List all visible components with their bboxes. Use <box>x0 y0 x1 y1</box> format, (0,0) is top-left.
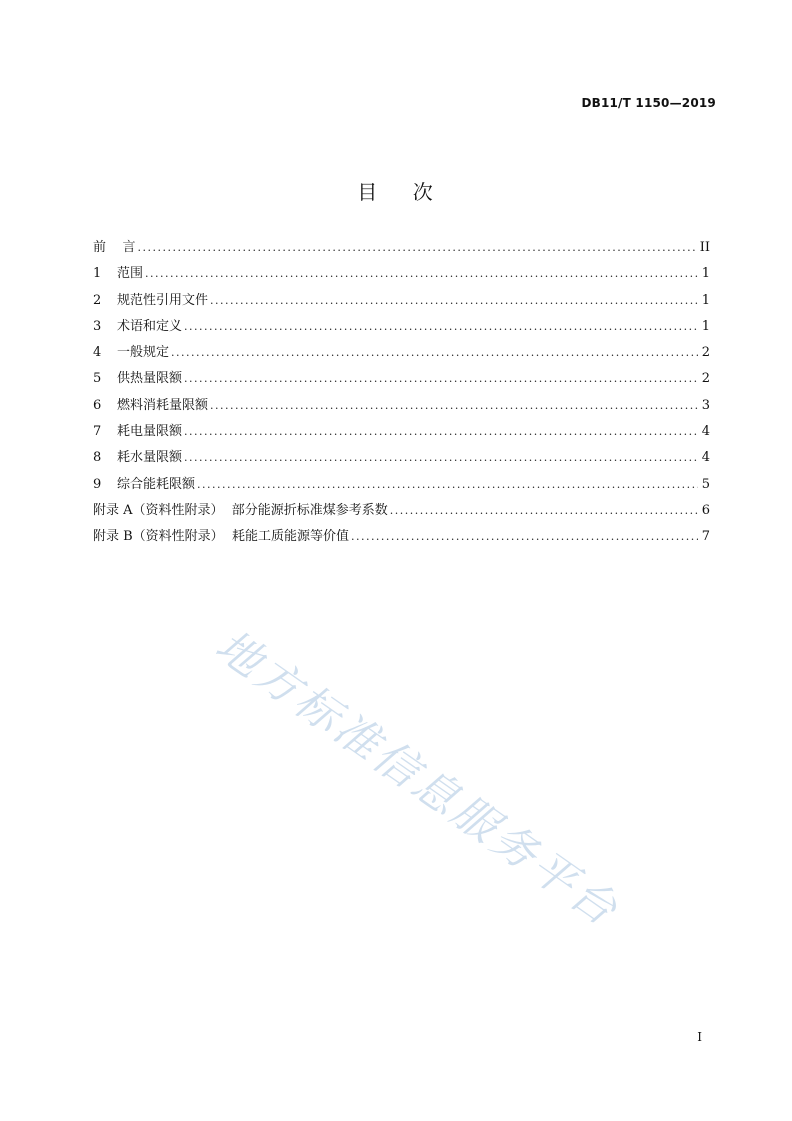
toc-entry-5[interactable] <box>93 369 710 395</box>
toc-leader-dots <box>390 501 698 521</box>
toc-entry-page: 4 <box>701 450 710 466</box>
toc-entry-label: 附录 B（资料性附录） 耗能工质能源等价值 <box>93 529 349 545</box>
toc-entry-label: 耗水量限额 <box>117 450 183 466</box>
toc-entry-label: 供热量限额 <box>117 371 183 387</box>
toc-entry-number: 9 <box>93 476 102 492</box>
toc-entry-8[interactable] <box>93 448 710 474</box>
toc-leader-dots <box>171 343 698 363</box>
toc-entry-2[interactable] <box>93 291 710 317</box>
toc-entry-number: 7 <box>93 424 102 440</box>
toc-entry-appendix-b[interactable] <box>93 527 710 553</box>
toc-entry-label: 规范性引用文件 <box>117 292 209 308</box>
toc-entry-preface[interactable] <box>93 238 710 264</box>
toc-entry-number: 6 <box>93 397 102 413</box>
toc-entry-number: 8 <box>93 450 102 466</box>
toc-entry-number: 3 <box>93 318 102 334</box>
toc-entry-number: 2 <box>93 292 102 308</box>
document-code: DB11/T 1150—2019 <box>581 96 716 110</box>
toc-entry-label: 一般规定 <box>117 345 170 361</box>
watermark: 地方标准信息服务平台 <box>206 620 629 938</box>
toc-title: 目 次 <box>357 180 435 204</box>
toc-entry-page: II <box>699 240 710 255</box>
toc-leader-dots <box>184 317 698 337</box>
toc-entry-page: 1 <box>701 318 710 334</box>
toc-entry-number: 4 <box>93 345 102 361</box>
toc-entry-appendix-a[interactable] <box>93 501 710 527</box>
toc-leader-dots <box>210 291 698 311</box>
toc-entry-number: 5 <box>93 371 102 387</box>
toc-entry-page: 1 <box>701 266 710 282</box>
toc-entry-1[interactable] <box>93 264 710 290</box>
toc-entry-page: 2 <box>701 345 710 361</box>
toc-entry-label: 前 言 <box>93 240 136 255</box>
toc-entry-page: 7 <box>701 529 710 545</box>
table-of-contents <box>93 238 710 554</box>
toc-entry-3[interactable] <box>93 317 710 343</box>
toc-leader-dots <box>145 264 698 284</box>
toc-entry-label: 术语和定义 <box>117 318 183 334</box>
toc-entry-page: 2 <box>701 371 710 387</box>
toc-leader-dots <box>197 475 698 495</box>
toc-entry-page: 4 <box>701 424 710 440</box>
toc-entry-number: 1 <box>93 266 102 282</box>
toc-entry-label: 燃料消耗量限额 <box>117 397 209 413</box>
toc-leader-dots <box>210 396 698 416</box>
toc-leader-dots <box>184 369 698 389</box>
toc-entry-label: 附录 A（资料性附录） 部分能源折标准煤参考系数 <box>93 502 388 518</box>
toc-entry-page: 1 <box>701 292 710 308</box>
page-number: I <box>697 1030 702 1044</box>
toc-leader-dots <box>138 238 698 258</box>
toc-entry-page: 5 <box>701 476 710 492</box>
toc-entry-label: 综合能耗限额 <box>117 476 196 492</box>
toc-entry-label: 范围 <box>117 266 144 282</box>
toc-leader-dots <box>351 527 698 547</box>
toc-entry-9[interactable] <box>93 475 710 501</box>
toc-entry-label: 耗电量限额 <box>117 424 183 440</box>
toc-entry-page: 6 <box>701 502 710 518</box>
toc-leader-dots <box>184 448 698 468</box>
toc-entry-6[interactable] <box>93 396 710 422</box>
toc-entry-7[interactable] <box>93 422 710 448</box>
toc-leader-dots <box>184 422 698 442</box>
toc-entry-page: 3 <box>701 397 710 413</box>
toc-entry-4[interactable] <box>93 343 710 369</box>
